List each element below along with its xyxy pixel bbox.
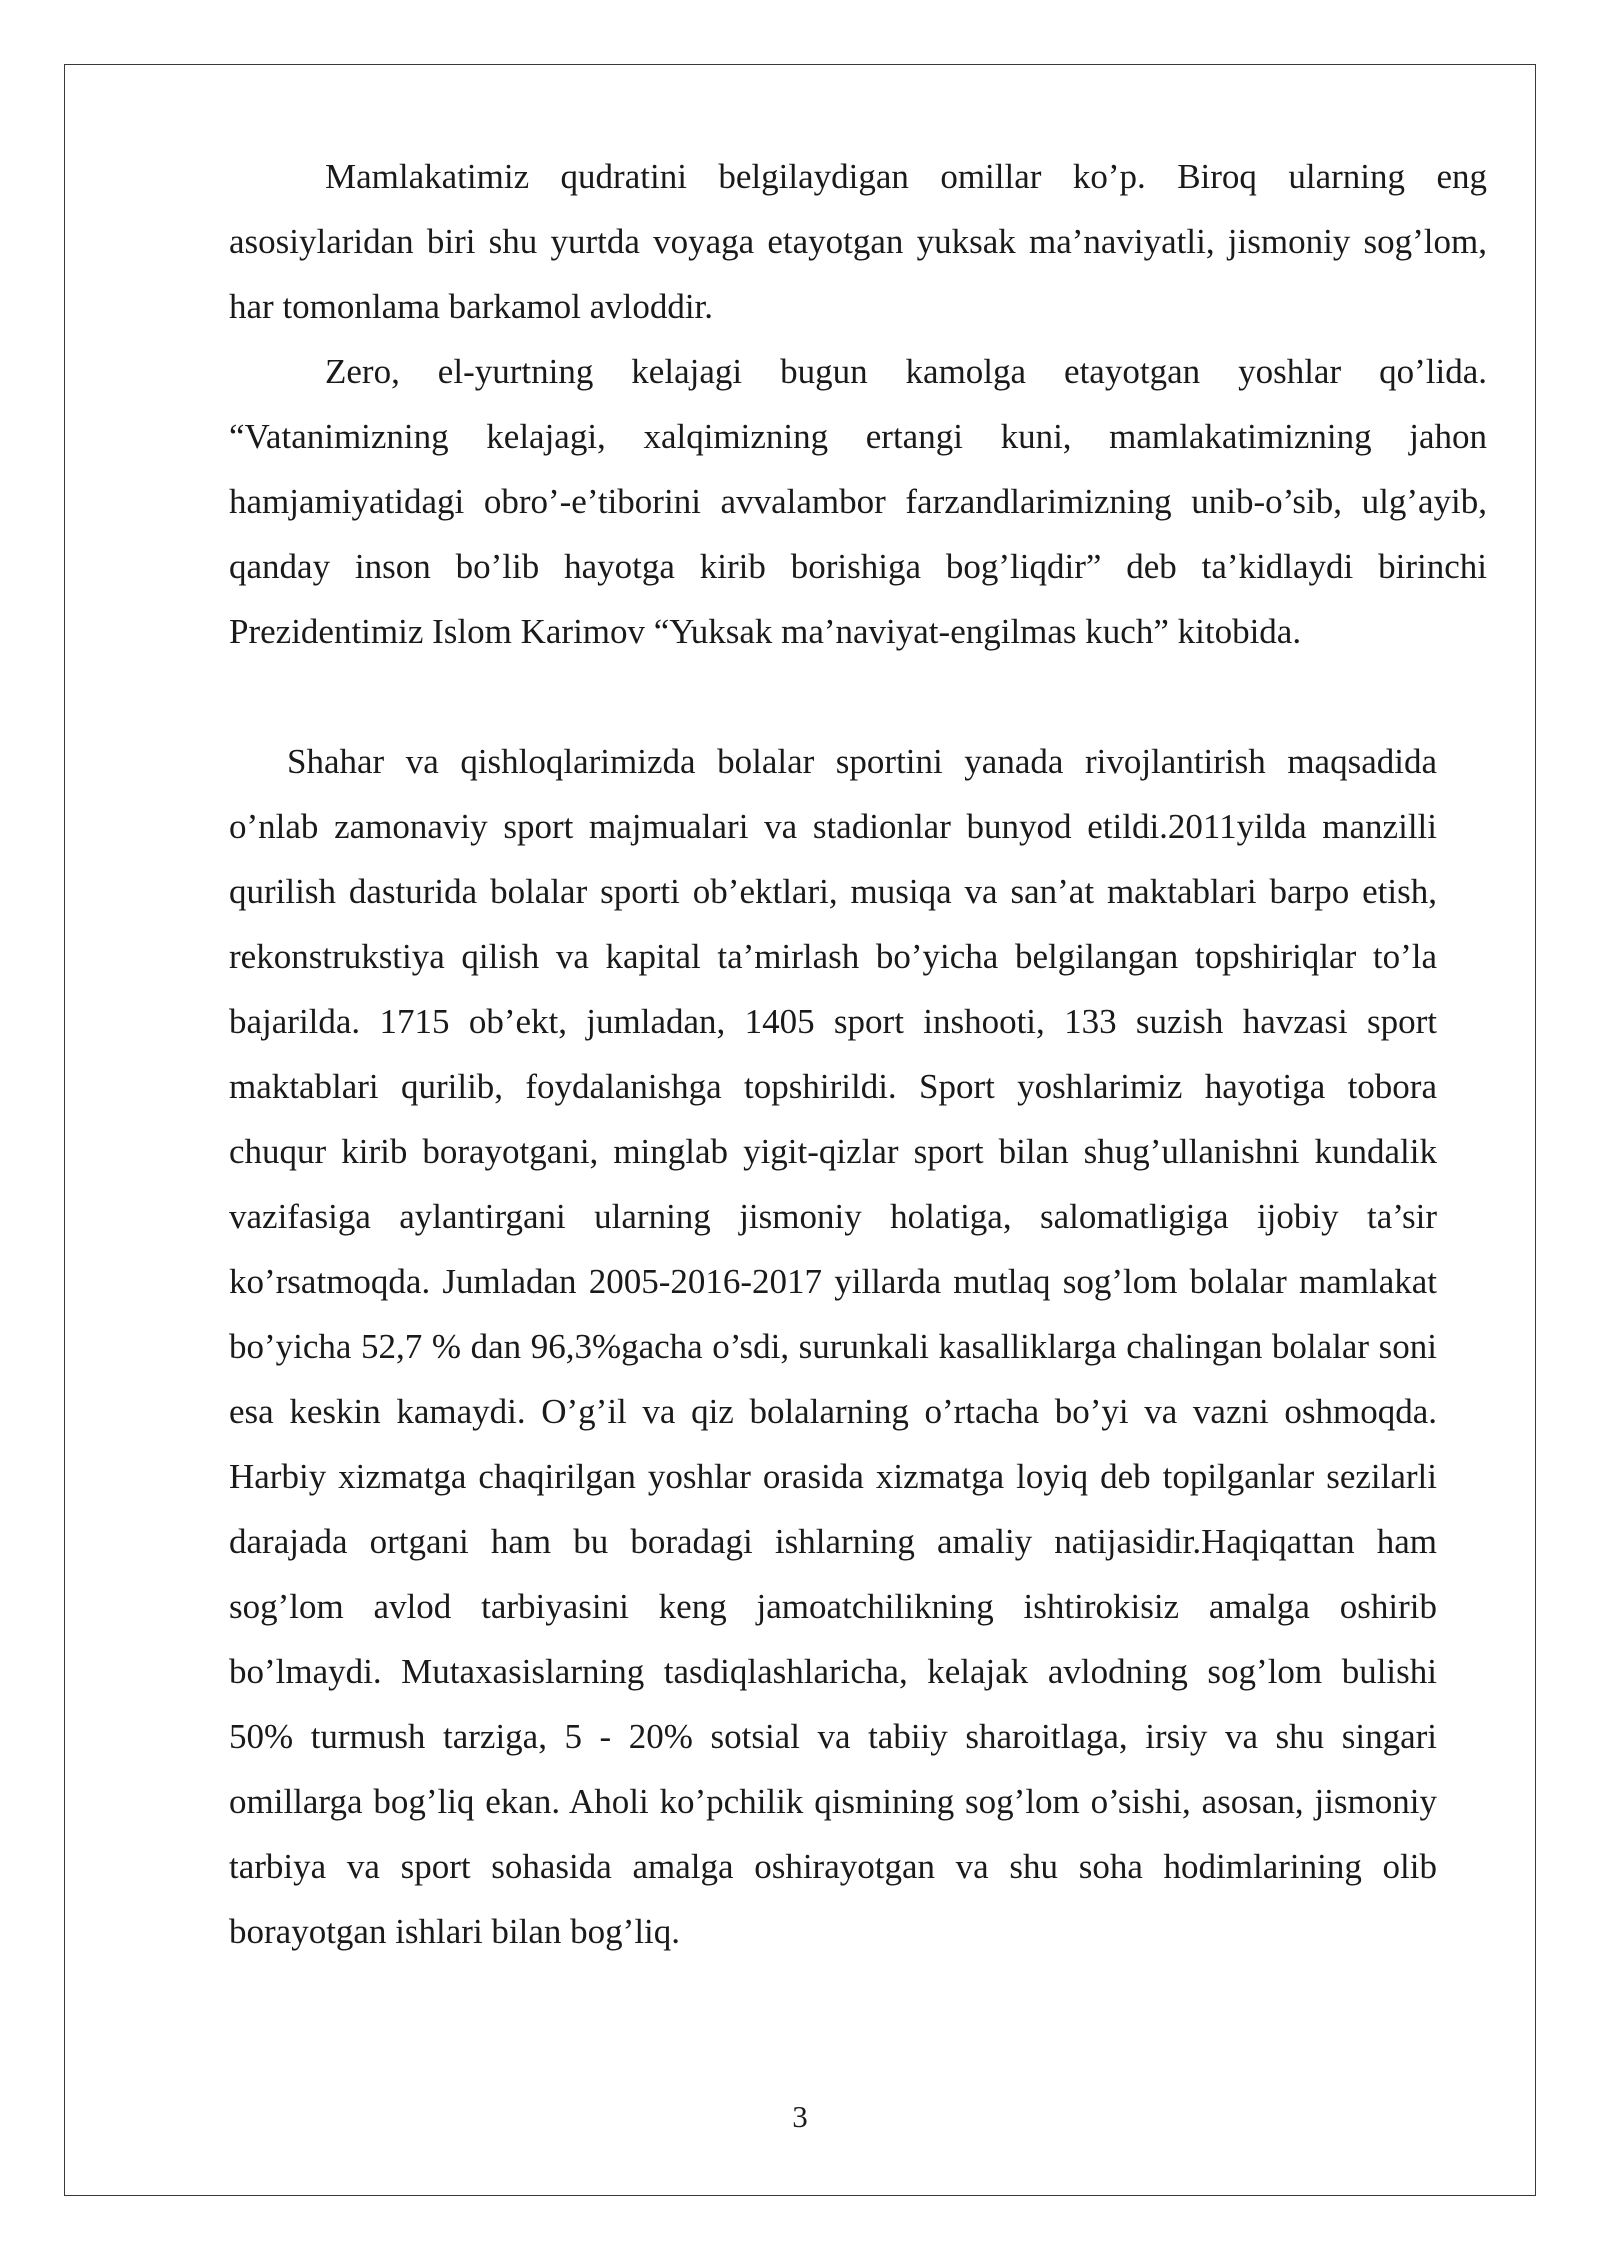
paragraph-2: Zero, el-yurtning kelajagi bugun kamolga etayotgan yoshlar qo’lida. “Vatanimizning kelajagi, xalqimizning ertangi kuni, mamlakatimizning jahon hamjamiyatidagi obro’-e’tiborini avvalambor farzandlarimizning unib-o’sib, ulg’ayib, qanday inson bo’lib hayotga kirib borishiga bog’liqdir” deb ta’kidlaydi birinchi Prezidentimiz Islom Karimov “Yuksak ma’naviyat-engilmas kuch” kitobida.	[229, 352, 1487, 651]
paragraph-3: Shahar va qishloqlarimizda bolalar sportini yanada rivojlantirish maqsadida o’nlab zamonaviy sport majmualari va stadionlar bunyod etildi.2011yilda manzilli qurilish dasturida bolalar sporti ob’ektlari, musiqa va san’at maktablari barpo etish, rekonstrukstiya qilish va kapital ta’mirlash bo’yicha belgilangan topshiriqlar to’la bajarilda. 1715 ob’ekt, jumladan, 1405 sport inshooti, 133 suzish havzasi sport maktablari qurilib, foydalanishga topshirildi. Sport yoshlarimiz hayotiga tobora chuqur kirib borayotgani, minglab yigit-qizlar sport bilan shug’ullanishni kundalik vazifasiga aylantirgani ularning jismoniy holatiga, salomatligiga ijobiy ta’sir ko’rsatmoqda. Jumladan 2005-2016-2017 yillarda mutlaq sog’lom bolalar mamlakat bo’yicha 52,7 % dan 96,3%gacha o’sdi, surunkali kasalliklarga chalingan bolalar soni esa keskin kamaydi. O’g’il va qiz bolalarning o’rtacha bo’yi va vazni oshmoqda. Harbiy xizmatga chaqirilgan yoshlar orasida xizmatga loyiq deb topilganlar sezilarli darajada ortgani ham bu boradagi ishlarning amaliy natijasidir.Haqiqattan ham sog’lom avlod tarbiyasini keng jamoatchilikning ishtirokisiz amalga oshirib bo’lmaydi. Mutaxasislarning tasdiqlashlaricha, kelajak avlodning sog’lom bulishi 50% turmush tarziga, 5 - 20% sotsial va tabiiy sharoitlaga, irsiy va shu singari omillarga bog’liq ekan. Aholi ko’pchilik qismining sog’lom o’sishi, asosan, jismoniy tarbiya va sport sohasida amalga oshirayotgan va shu soha hodimlarining olib borayotgan ishlari bilan bog’liq.	[229, 742, 1437, 1951]
page-number: 3	[792, 2099, 808, 2134]
paragraph-1: Mamlakatimiz qudratini belgilaydigan omillar ko’p. Biroq ularning eng asosiylaridan biri shu yurtda voyaga etayotgan yuksak ma’naviyatli, jismoniy sog’lom, har tomonlama barkamol avloddir.	[229, 157, 1487, 326]
